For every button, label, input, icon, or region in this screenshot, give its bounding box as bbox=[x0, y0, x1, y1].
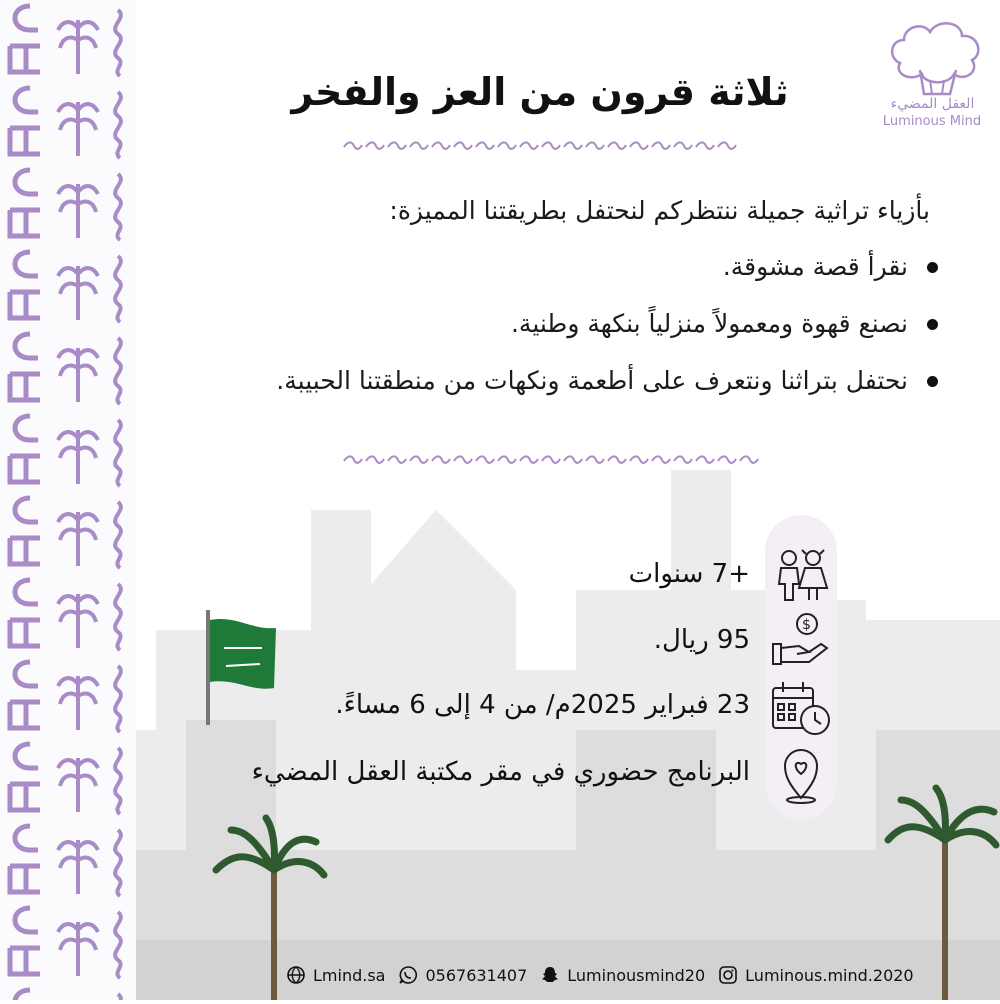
instagram-handle[interactable]: Luminous.mind.2020 bbox=[745, 965, 914, 985]
divider-bottom bbox=[340, 452, 760, 466]
svg-text:$: $ bbox=[802, 617, 811, 633]
bullet-dot bbox=[927, 319, 938, 330]
bullet-dot bbox=[927, 376, 938, 387]
logo-name-en: Luminous Mind bbox=[882, 114, 982, 129]
location-detail: البرنامج حضوري في مقر مكتبة العقل المضيء bbox=[251, 757, 750, 787]
decorative-side-strip bbox=[0, 0, 136, 1000]
list-item: نقرأ قصة مشوقة. bbox=[82, 252, 942, 282]
instagram-icon bbox=[717, 964, 739, 986]
page-title: ثلاثة قرون من العز والفخر bbox=[291, 70, 789, 114]
calendar-clock-icon bbox=[769, 676, 833, 740]
price-detail: 95 ريال. bbox=[653, 625, 750, 655]
logo-name-ar: العقل المضيء bbox=[890, 96, 975, 112]
bullet-dot bbox=[927, 262, 938, 273]
children-icon bbox=[769, 542, 833, 606]
list-item: نحتفل بتراثنا ونتعرف على أطعمة ونكهات من منطقتنا الحبيبة. bbox=[82, 366, 942, 396]
activity-list bbox=[82, 252, 942, 423]
snapchat-icon bbox=[539, 964, 561, 986]
snapchat-handle[interactable]: Luminousmind20 bbox=[567, 965, 706, 985]
globe-icon bbox=[285, 964, 307, 986]
whatsapp-number[interactable]: 0567631407 bbox=[425, 965, 528, 985]
list-item: نصنع قهوة ومعمولاً منزلياً بنكهة وطنية. bbox=[82, 309, 942, 339]
whatsapp-icon bbox=[397, 964, 419, 986]
heritage-background bbox=[136, 470, 1000, 1000]
divider-top bbox=[340, 138, 740, 152]
age-detail: +7 سنوات bbox=[628, 559, 750, 589]
website-link[interactable]: Lmind.sa bbox=[313, 965, 386, 985]
contact-footer bbox=[285, 960, 925, 990]
location-heart-icon bbox=[769, 742, 833, 806]
intro-text: بأزياء تراثية جميلة ننتظركم لنحتفل بطريقتنا المميزة: bbox=[389, 196, 930, 225]
money-hand-icon bbox=[769, 610, 833, 674]
date-detail: 23 فبراير 2025م/ من 4 إلى 6 مساءً. bbox=[335, 690, 750, 720]
